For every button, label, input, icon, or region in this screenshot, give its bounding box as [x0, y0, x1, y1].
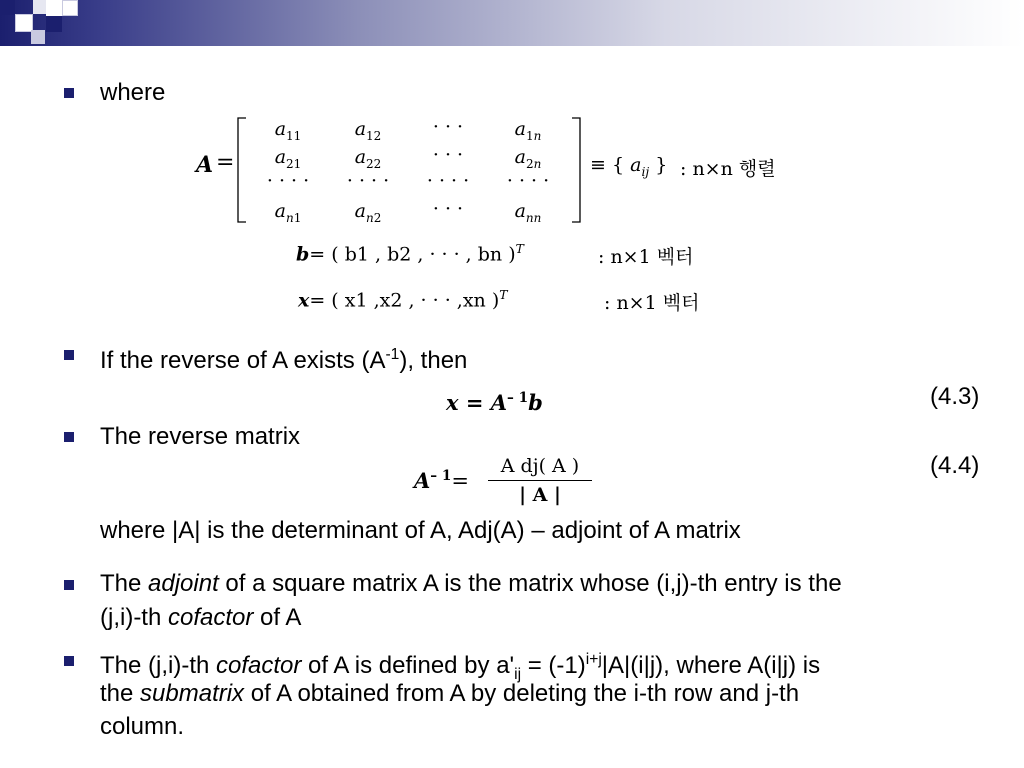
header-square: [46, 16, 62, 32]
matrix-cell: · · ·: [432, 116, 464, 138]
header-band: [0, 0, 1024, 46]
reverse-exists-text: If the reverse of A exists $(A^{-1})$, then: [100, 346, 468, 374]
matrix-grid: [248, 116, 574, 224]
equation-4-3: $x = A^{- 1}b$: [446, 390, 543, 415]
matrix-cell: $a_{n1}$: [274, 200, 302, 225]
eq44-lhs: $A^{- 1}=$: [414, 468, 469, 493]
header-square: [62, 0, 78, 16]
matrix-lhs: A: [196, 152, 214, 178]
bullet-icon: [64, 580, 74, 590]
matrix-cell: · · ·: [432, 144, 464, 166]
matrix-cell: $a_{22}$: [354, 146, 382, 171]
fraction-bar: [488, 480, 592, 481]
equation-number: (4.4): [930, 452, 980, 479]
matrix-cell: · · ·: [432, 198, 464, 220]
b-vector: b= ( b1 , b2 , · · · , bn )$^T$: [296, 242, 524, 266]
matrix-cell: · · · ·: [426, 170, 470, 192]
adjoint-line-1: The adjoint of a square matrix A is the matrix whose (i,j)-th entry is the: [100, 570, 842, 597]
equals-sign: =: [216, 150, 235, 175]
eq44-denominator: | A |: [519, 484, 561, 506]
eq44-numerator: A dj( A ): [500, 455, 580, 477]
b-size-note: : n×1 벡터: [598, 246, 694, 268]
bullet-icon: [64, 656, 74, 666]
cofactor-line-2: the submatrix of A obtained from A by deleting the i-th row and j-th: [100, 680, 800, 707]
matrix-cell: $a_{12}$: [354, 118, 382, 143]
matrix-cell: $a_{nn}$: [514, 200, 542, 225]
matrix-cell: · · · ·: [506, 170, 550, 192]
x-size-note: : n×1 벡터: [604, 292, 700, 314]
matrix-cell: $a_{1n}$: [514, 118, 542, 143]
matrix-cell: $a_{n2}$: [354, 200, 382, 225]
equation-number: (4.3): [930, 383, 980, 410]
aij-definition: ≡ { $a_{ij}$ }: [590, 154, 668, 179]
header-square: [0, 0, 15, 15]
cofactor-line-1: The (j,i)-th cofactor of A is defined by $a'_{ij} = (-1)^{i+j}|A|(i|j)$, where A(i|j) is: [100, 651, 821, 683]
bullet-icon: [64, 432, 74, 442]
x-vector: x= ( x1 ,x2 , · · · ,xn )$^T$: [298, 288, 508, 312]
bullet-icon: [64, 350, 74, 360]
matrix-cell: $a_{21}$: [274, 146, 302, 171]
header-square: [46, 0, 62, 16]
matrix-cell: $a_{11}$: [274, 118, 302, 143]
cofactor-line-3: column.: [100, 713, 185, 740]
matrix-size-note: : n×n 행렬: [680, 158, 776, 180]
header-square: [31, 30, 45, 44]
adjoint-line-2: (j,i)-th cofactor of A: [100, 604, 302, 631]
determinant-text: where |A| is the determinant of A, Adj(A) – adjoint of A matrix: [100, 517, 741, 544]
left-bracket: [234, 116, 248, 224]
matrix-cell: $a_{2n}$: [514, 146, 542, 171]
reverse-matrix-text: The reverse matrix: [100, 423, 301, 450]
bullet-icon: [64, 88, 74, 98]
where-text: where: [100, 79, 166, 106]
matrix-cell: · · · ·: [266, 170, 310, 192]
matrix-cell: · · · ·: [346, 170, 390, 192]
header-square: [33, 0, 47, 14]
